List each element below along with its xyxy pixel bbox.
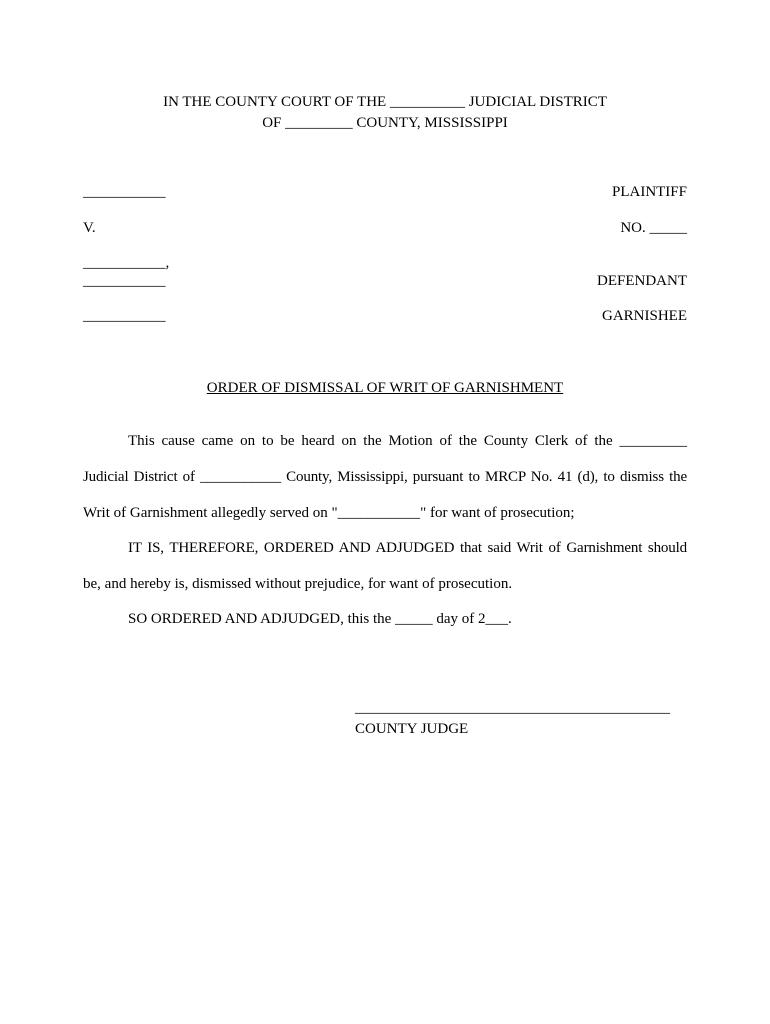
caption-plaintiff-row (83, 183, 687, 202)
versus-marker: V. (83, 220, 96, 236)
case-number-blank: NO. _____ (620, 220, 687, 236)
court-header-line-2: OF _________ COUNTY, MISSISSIPPI (262, 115, 508, 131)
court-header (83, 92, 687, 134)
paragraph-2-line-2: be, and hereby is, dismissed without prejudice, for want of prosecution. (83, 576, 513, 592)
court-header-line-1: IN THE COUNTY COURT OF THE __________ JUDICIAL DISTRICT (163, 94, 607, 110)
paragraph-1-line-1: This cause came on to be heard on the Motion of the County Clerk of the _________ (128, 433, 687, 449)
judge-signature-line: __________________________________________ (355, 700, 670, 716)
plaintiff-label: PLAINTIFF (611, 184, 687, 200)
paragraph-1-line-3: Writ of Garnishment allegedly served on "___________" for want of prosecution; (83, 505, 575, 521)
paragraph-3-line-1: SO ORDERED AND ADJUDGED, this the _____ day of 2___. (128, 611, 512, 627)
defendant-label: DEFENDANT (597, 273, 687, 289)
caption-garnishee-row (83, 307, 687, 326)
defendant-name-blank-line1: ___________, (83, 255, 170, 271)
garnishee-label: GARNISHEE (602, 308, 687, 324)
signature-area (355, 698, 675, 740)
garnishee-name-blank: ___________ (83, 308, 166, 324)
caption-defendant-name-row-1 (83, 254, 687, 273)
document-title: ORDER OF DISMISSAL OF WRIT OF GARNISHMENT (206, 380, 564, 396)
paragraph-2-line-1: IT IS, THEREFORE, ORDERED AND ADJUDGED that said Writ of Garnishment should (128, 540, 687, 556)
defendant-name-blank-line2: ___________ (83, 273, 166, 289)
paragraph-1-line-2: Judicial District of ___________ County, Mississippi, pursuant to MRCP No. 41 (d), to dismiss the (83, 469, 687, 485)
caption-case-number-row (83, 219, 687, 238)
county-judge-label: COUNTY JUDGE (355, 721, 469, 737)
plaintiff-name-blank: ___________ (83, 184, 166, 200)
caption-defendant-row (83, 272, 687, 291)
